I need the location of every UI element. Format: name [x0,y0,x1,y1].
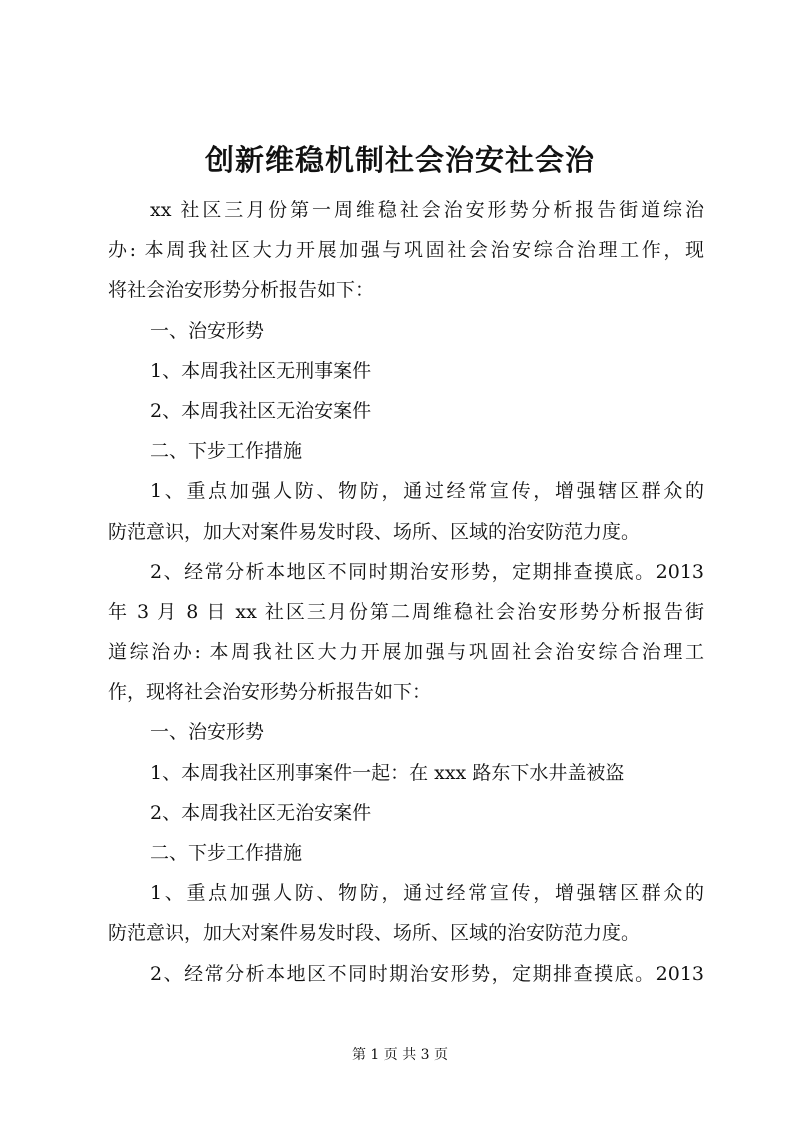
page-indicator: 第 1 页 共 3 页 [351,1047,449,1063]
paragraph-line: 年 3 月 8 日 xx 社区三月份第二周维稳社会治安形势分析报告街 [108,600,704,623]
paragraph-line: 作，现将社会治安形势分析报告如下： [108,681,432,704]
list-item: 1、本周我社区刑事案件一起：在 xxx 路东下水井盖被盗 [150,761,625,784]
list-item: 2、本周我社区无治安案件 [150,399,372,422]
paragraph-line: xx 社区三月份第一周维稳社会治安形势分析报告街道综治 [150,199,704,221]
paragraph-line: 防范意识，加大对案件易发时段、场所、区域的治安防范力度。 [108,922,641,945]
paragraph-line: 2、经常分析本地区不同时期治安形势，定期排查摸底。2013 [150,962,704,985]
section-heading: 一、治安形势 [150,319,265,342]
paragraph-line: 将社会治安形势分析报告如下： [108,279,375,302]
list-item: 2、本周我社区无治安案件 [150,801,372,824]
list-item: 1、本周我社区无刑事案件 [150,359,372,382]
paragraph-line: 道综治办: 本周我社区大力开展加强与巩固社会治安综合治理工 [108,641,704,664]
paragraph-line: 2、经常分析本地区不同时期治安形势，定期排查摸底。2013 [150,560,704,583]
paragraph-line: 防范意识，加大对案件易发时段、场所、区域的治安防范力度。 [108,520,641,543]
paragraph-line: 1、重点加强人防、物防，通过经常宣传，增强辖区群众的 [150,882,704,905]
paragraph-line: 办: 本周我社区大力开展加强与巩固社会治安综合治理工作，现 [108,239,704,262]
section-heading: 二、下步工作措施 [150,842,303,864]
paragraph-line: 1、重点加强人防、物防，通过经常宣传，增强辖区群众的 [150,480,704,503]
section-heading: 一、治安形势 [150,721,265,744]
document-title: 创新维稳机制社会治安社会治 [204,143,595,177]
document-body [108,190,704,994]
section-heading: 二、下步工作措施 [150,440,303,463]
